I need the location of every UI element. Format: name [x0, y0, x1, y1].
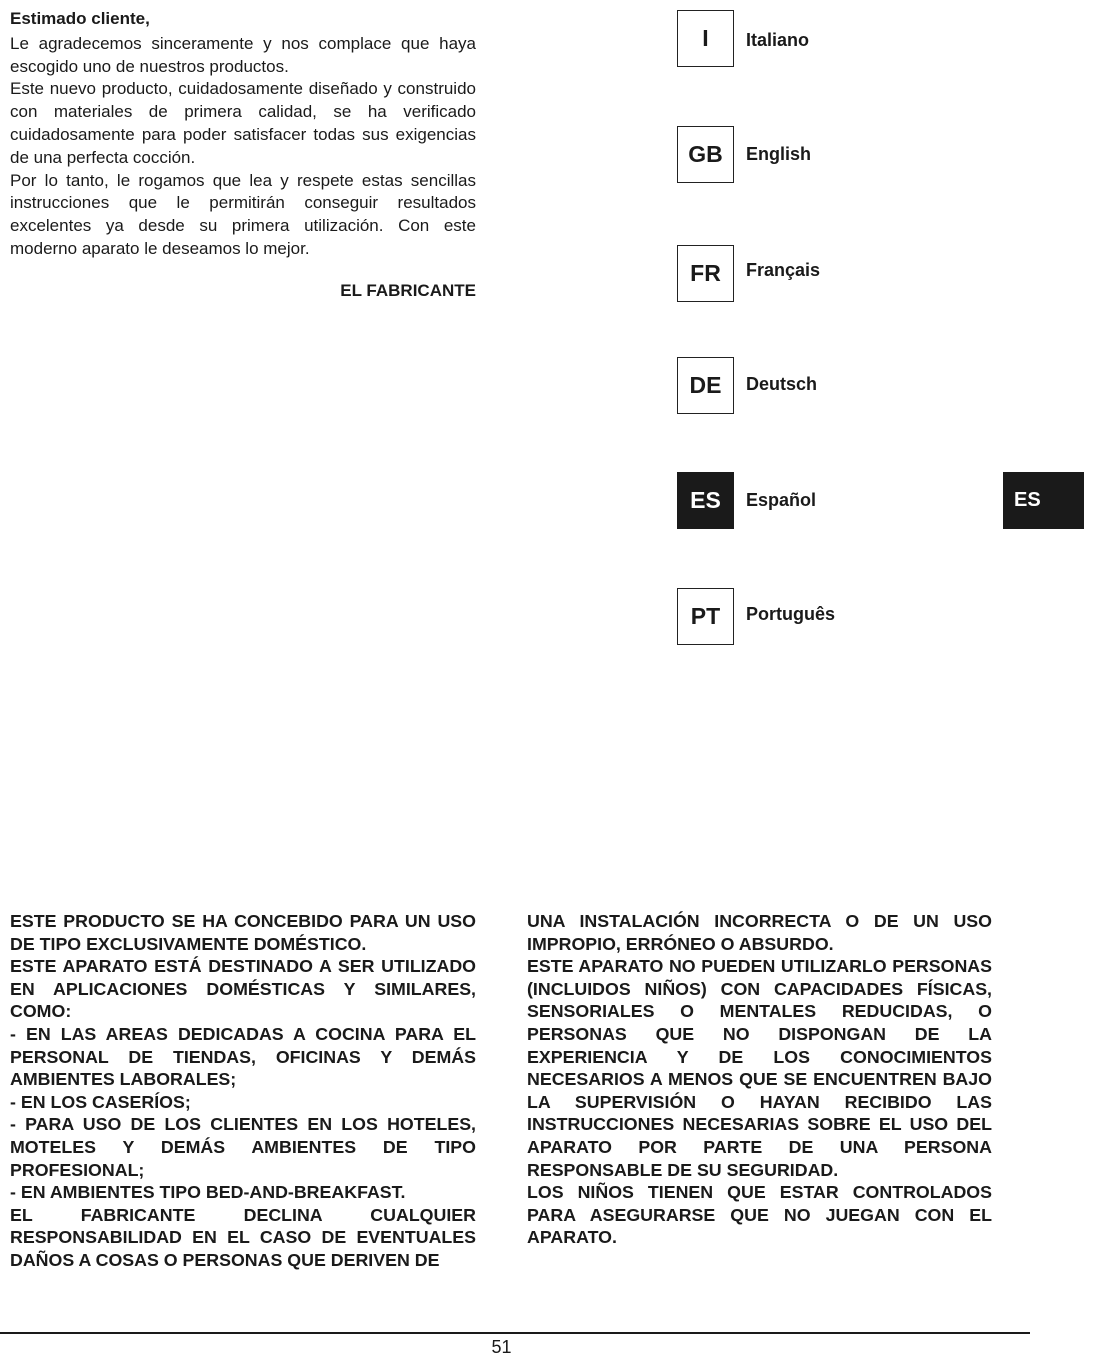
warning-column-left [10, 910, 476, 1272]
language-name: Français [746, 260, 821, 280]
page-number: 51 [491, 1337, 512, 1357]
language-code-box: GB [677, 126, 734, 183]
language-name: Português [746, 604, 836, 624]
language-name: Español [746, 490, 817, 510]
greeting-paragraph: Este nuevo producto, cuidadosamente diseñado y construido con materiales de primera calidad, se ha verificado cuidadosamente para poder satisfacer todas sus exigencias de una perfecta cocción. [10, 79, 476, 167]
language-name: English [746, 144, 812, 164]
greeting-section [10, 8, 476, 261]
warning-paragraph: - PARA USO DE LOS CLIENTES EN LOS HOTELES, MOTELES Y DEMÁS AMBIENTES DE TIPO PROFESIONAL; [10, 1114, 476, 1180]
warning-paragraph: - EN AMBIENTES TIPO BED-AND-BREAKFAST. [10, 1182, 406, 1203]
language-code-box: I [677, 10, 734, 67]
footer-divider [0, 1332, 1030, 1334]
language-name: Italiano [746, 30, 810, 50]
warning-paragraph: ESTE APARATO NO PUEDEN UTILIZARLO PERSONAS (INCLUIDOS NIÑOS) CON CAPACIDADES FÍSICAS, SENSORIALES O MENTALES REDUCIDAS, O PERSONAS QUE NO DISPONGAN DE LA EXPERIENCIA Y DE LOS CONOCIMIENTOS NECESARIOS A MENOS QUE SE ENCUENTREN BAJO LA SUPERVISIÓN O HAYAN RECIBIDO LAS INSTRUCCIONES NECESARIAS SOBRE EL USO DEL APARATO POR PARTE DE UNA PERSONA RESPONSABLE DE SU SEGURIDAD. [527, 956, 992, 1180]
language-code-box: PT [677, 588, 734, 645]
section-tab: ES [1003, 472, 1084, 529]
warning-paragraph: - EN LOS CASERÍOS; [10, 1091, 191, 1112]
greeting-title: Estimado cliente, [10, 9, 150, 28]
warning-paragraph: EL FABRICANTE DECLINA CUALQUIER RESPONSABILIDAD EN EL CASO DE EVENTUALES DAÑOS A COSAS O PERSONAS QUE DERIVEN DE [10, 1204, 476, 1270]
language-code-box: DE [677, 357, 734, 414]
warning-paragraph: ESTE PRODUCTO SE HA CONCEBIDO PARA UN USO DE TIPO EXCLUSIVAMENTE DOMÉSTICO. [10, 911, 476, 954]
signature: EL FABRICANTE [340, 281, 476, 300]
greeting-paragraph: Le agradecemos sinceramente y nos complace que haya escogido uno de nuestros productos. [10, 33, 476, 76]
language-name: Deutsch [746, 374, 818, 394]
warning-paragraph: - EN LAS AREAS DEDICADAS A COCINA PARA EL PERSONAL DE TIENDAS, OFICINAS Y DEMÁS AMBIENTES LABORALES; [10, 1023, 476, 1090]
greeting-paragraph: Por lo tanto, le rogamos que lea y respete estas sencillas instrucciones que le permitirán conseguir resultados excelentes ya desde su primera utilización. Con este moderno aparato le deseamos lo mejor. [10, 170, 476, 258]
warning-column-right [527, 910, 992, 1249]
language-code-box-active: ES [677, 472, 734, 529]
language-code-box: FR [677, 245, 734, 302]
warning-paragraph: ESTE APARATO ESTÁ DESTINADO A SER UTILIZADO EN APLICACIONES DOMÉSTICAS Y SIMILARES, COMO: [10, 956, 476, 1022]
warning-paragraph: UNA INSTALACIÓN INCORRECTA O DE UN USO IMPROPIO, ERRÓNEO O ABSURDO. [527, 911, 992, 954]
warning-paragraph: LOS NIÑOS TIENEN QUE ESTAR CONTROLADOS PARA ASEGURARSE QUE NO JUEGAN CON EL APARATO. [527, 1182, 992, 1248]
